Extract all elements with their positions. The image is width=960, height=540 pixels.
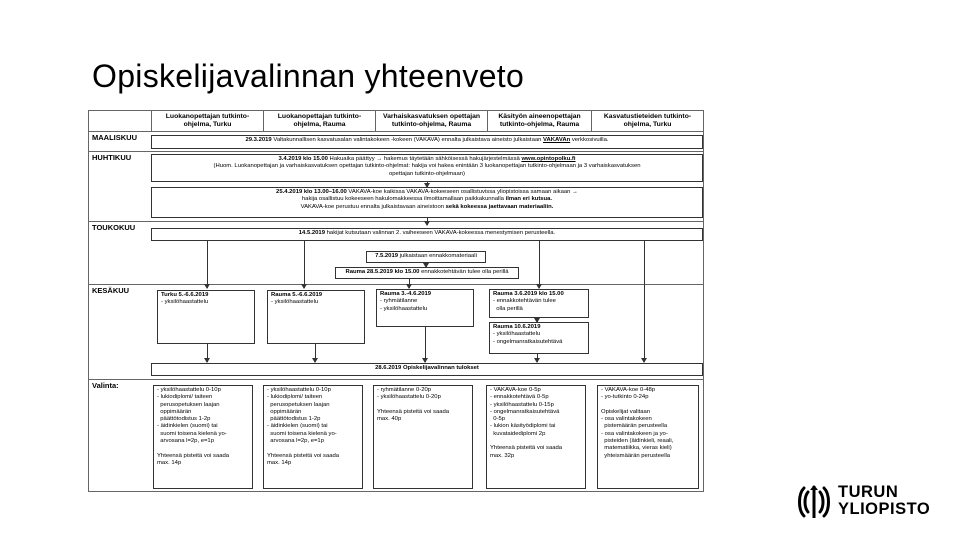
arrow-down <box>539 241 540 288</box>
arrow-down <box>315 344 316 362</box>
rauma-interview-box: Rauma 5.-6.6.2019 - yksilöhaastattelu <box>267 290 365 344</box>
header-col-1: Luokanopettajan tutkinto- ohjelma, Turku <box>151 111 263 131</box>
arrow-down <box>537 354 538 362</box>
application-period-box: 3.4.2019 klo 15.00 Hakuaika päättyy → hakemus täytetään sähköisessä hakujärjestelmässä www.opintopolku.fi (Huom. Luokanopettajan ja varhaiskasvatuksen opettajan tutkinto-ohjelmat: hakija voi hakea enintään 3 luokanopettajan tutkinto-ohjelmaan ja 3 varhaiskasvatuksen opettajan tutkinto-ohjelmaan) <box>151 154 703 182</box>
invitation-box: 14.5.2019 hakijat kutsutaan valinnan 2. vaiheeseen VAKAVA-kokeessa menestymisen perusteella. <box>151 228 703 241</box>
turku-interview-box: Turku 5.-6.6.2019 - yksilöhaastattelu <box>157 290 255 344</box>
selection-turku-kasvatustiede: - VAKAVA-koe 0-48p - yo-tutkinto 0-24p Opiskelijat valitaan - osa valintakokeen pistemäärän perusteella - osa valintakokeen ja yo- pisteiden (äidinkieli, reaali, matematiikka, vieras kieli) yhteismäärän perusteella <box>597 385 699 489</box>
section-kesakuu: KESÄKUU <box>92 286 130 295</box>
arrow-down <box>304 241 305 288</box>
rauma-group-box: Rauma 3.-4.6.2019 - ryhmätilanne - yksilöhaastattelu <box>376 289 474 327</box>
header-col-4: Käsityön aineenopettajan tutkinto-ohjelma, Rauma <box>487 111 591 131</box>
arrow-down <box>425 327 426 362</box>
admission-diagram <box>88 110 704 492</box>
selection-rauma-vo: - ryhmätilanne 0-20p - yksilöhaastattelu 0-20p Yhteensä pisteitä voi saada max. 40p <box>373 385 473 489</box>
university-emblem-icon <box>794 482 834 522</box>
vakava-exam-box: 25.4.2019 klo 13.00–16.00 VAKAVA-koe kaikissa VAKAVA-kokeeseen osallistuvissa yliopistoissa samaan aikaan → hakija osallistuu kokeeseen hakulomakkeessa ilmoittamallaan paikkakunnalla ilman eri kutsua. VAKAVA-koe perustuu ennalta julkaistavaan aineistoon sekä kokeessa jaettavaan materiaaliin. <box>151 187 703 218</box>
arrow-down <box>427 218 428 225</box>
rauma-pretask-box: Rauma 3.6.2019 klo 15.00 - ennakkotehtävän tulee olla perillä <box>489 289 589 318</box>
rauma-problem-task-box: Rauma 10.6.2019 - yksilöhaastattelu - ongelmanratkaisutehtävä <box>489 322 589 354</box>
header-col-2: Luokanopettajan tutkinto- ohjelma, Rauma <box>263 111 375 131</box>
selection-rauma-kasityo: - VAKAVA-koe 0-5p - ennakkotehtävä 0-5p - yksilöhaastattelu 0-15p - ongelmanratkaisutehtävä 0-5p - lukion käsityödiplomi tai kuvataidediplomi 2p Yhteensä pisteitä voi saada max. 32p <box>486 385 586 489</box>
header-col-3: Varhaiskasvatuksen opettajan tutkinto-ohjelma, Rauma <box>375 111 487 131</box>
vakava-material-box: 29.3.2019 Valtakunnallisen kasvatusalan valintakokeen -kokeen (VAKAVA) ennalta julkaistava aineisto julkaistaan VAKAVAn verkkosivuilla. <box>151 135 703 149</box>
arrow-down <box>207 344 208 362</box>
connector-line <box>644 241 645 356</box>
arrow-down <box>644 356 645 362</box>
section-maaliskuu: MAALISKUU <box>92 133 137 142</box>
selection-turku-lo: - yksilöhaastattelu 0-10p - lukiodiplomi/ taiteen perusopetuksen laajan oppimäärän päättötodistus 1-2p - äidinkielen (suomi) tai suomi toisena kielenä yo- arvosana l=2p, e=1p Yhteensä pisteitä voi saada max. 14p <box>153 385 253 489</box>
pre-task-deadline-box: Rauma 28.5.2019 klo 15.00 ennakkotehtävän tulee olla perillä <box>335 267 519 279</box>
section-toukokuu: TOUKOKUU <box>92 223 136 232</box>
arrow-down <box>207 241 208 288</box>
university-logo <box>794 482 944 522</box>
results-box: 28.6.2019 Opiskelijavalinnan tulokset <box>151 363 703 376</box>
selection-rauma-lo: - yksilöhaastattelu 0-10p - lukiodiplomi/ taiteen perusopetuksen laajan oppimäärän päättötodistus 1-2p - äidinkielen (suomi) tai suomi toisena kielenä yo- arvosana l=2p, e=1p Yhteensä pisteitä voi saada max. 14p <box>263 385 363 489</box>
logo-line-2: YLIOPISTO <box>838 500 931 518</box>
arrow-down <box>409 279 410 288</box>
section-huhtikuu: HUHTIKUU <box>92 153 132 162</box>
page-title: Opiskelijavalinnan yhteenveto <box>92 58 525 94</box>
pre-material-box: 7.5.2019 julkaistaan ennakkomateriaali <box>366 251 486 263</box>
logo-line-1: TURUN <box>838 483 899 501</box>
section-valinta: Valinta: <box>92 381 119 390</box>
header-col-5: Kasvatustieteiden tutkinto- ohjelma, Turku <box>591 111 703 131</box>
